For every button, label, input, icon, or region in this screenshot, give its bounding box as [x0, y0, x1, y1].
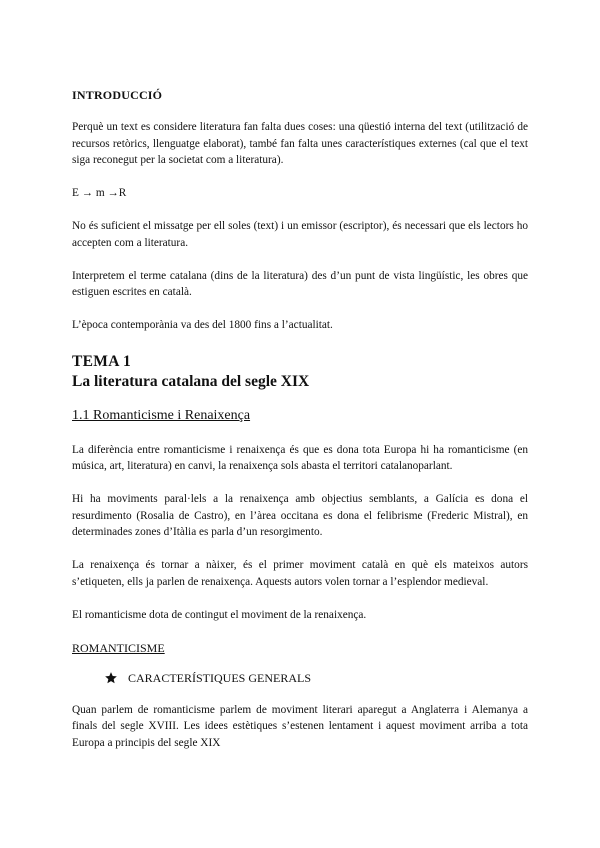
document-page — [72, 88, 528, 768]
communication-formula: E → m →R — [72, 187, 127, 199]
intro-paragraph-4: L’època contemporània va des del 1800 fins a l’actualitat. — [72, 319, 333, 331]
star-icon — [104, 671, 118, 685]
romanticisme-heading: ROMANTICISME — [72, 640, 165, 655]
bullet-label: CARACTERÍSTIQUES GENERALS — [128, 670, 312, 685]
tema-subtitle: La literatura catalana del segle XIX — [72, 372, 310, 390]
tema-title: TEMA 1 — [72, 352, 132, 370]
intro-paragraph-1: Perquè un text es considere literatura fan falta dues coses: una qüestió interna del text (utilització de recursos retòrics, llenguatge elaborat), també fan falta unes característiques externes (cal que el text siga reconegut per la societat com a literatura). — [72, 121, 528, 166]
section-paragraph-1: La diferència entre romanticisme i renaixença és que es dona tota Europa hi ha romanticisme (en música, art, literatura) en canvi, la renaixença sols abasta el territori catalanoparlant. — [72, 443, 528, 472]
intro-paragraph-3: Interpretem el terme catalana (dins de la literatura) des d’un punt de vista lingüístic, les obres que estiguen escrites en català. — [72, 269, 528, 298]
section-heading: 1.1 Romanticisme i Renaixença — [72, 407, 251, 423]
section-paragraph-4: El romanticisme dota de contingut el moviment de la renaixença. — [72, 608, 367, 621]
romanticisme-paragraph-1: Quan parlem de romanticisme parlem de moviment literari aparegut a Anglaterra i Alemanya a finals del segle XVIII. Les idees estètiques s’estenen lentament i aquest moviment arriba a tota Europa a principis del segle XIX — [72, 703, 528, 749]
bullet-item — [104, 670, 528, 686]
intro-paragraph-2: No és suficient el missatge per ell soles (text) i un emissor (escriptor), és necessari que els lectors ho accepten com a literatura. — [72, 220, 528, 249]
section-paragraph-3: La renaixença és tornar a nàixer, és el primer moviment català en què els mateixos autors s’etiqueten, ells ja parlen de renaixença. Aquests autors volen tornar a l’esplendor medieval. — [72, 559, 528, 588]
section-paragraph-2: Hi ha moviments paral·lels a la renaixença amb objectius semblants, a Galícia es dona el resurdimento (Rosalia de Castro), en l’àrea occitana es dona el felibrisme (Frederic Mistral), en determinades zones d’Itàlia es parla d’un resorgimento. — [72, 493, 528, 538]
intro-heading: INTRODUCCIÓ — [72, 88, 163, 102]
